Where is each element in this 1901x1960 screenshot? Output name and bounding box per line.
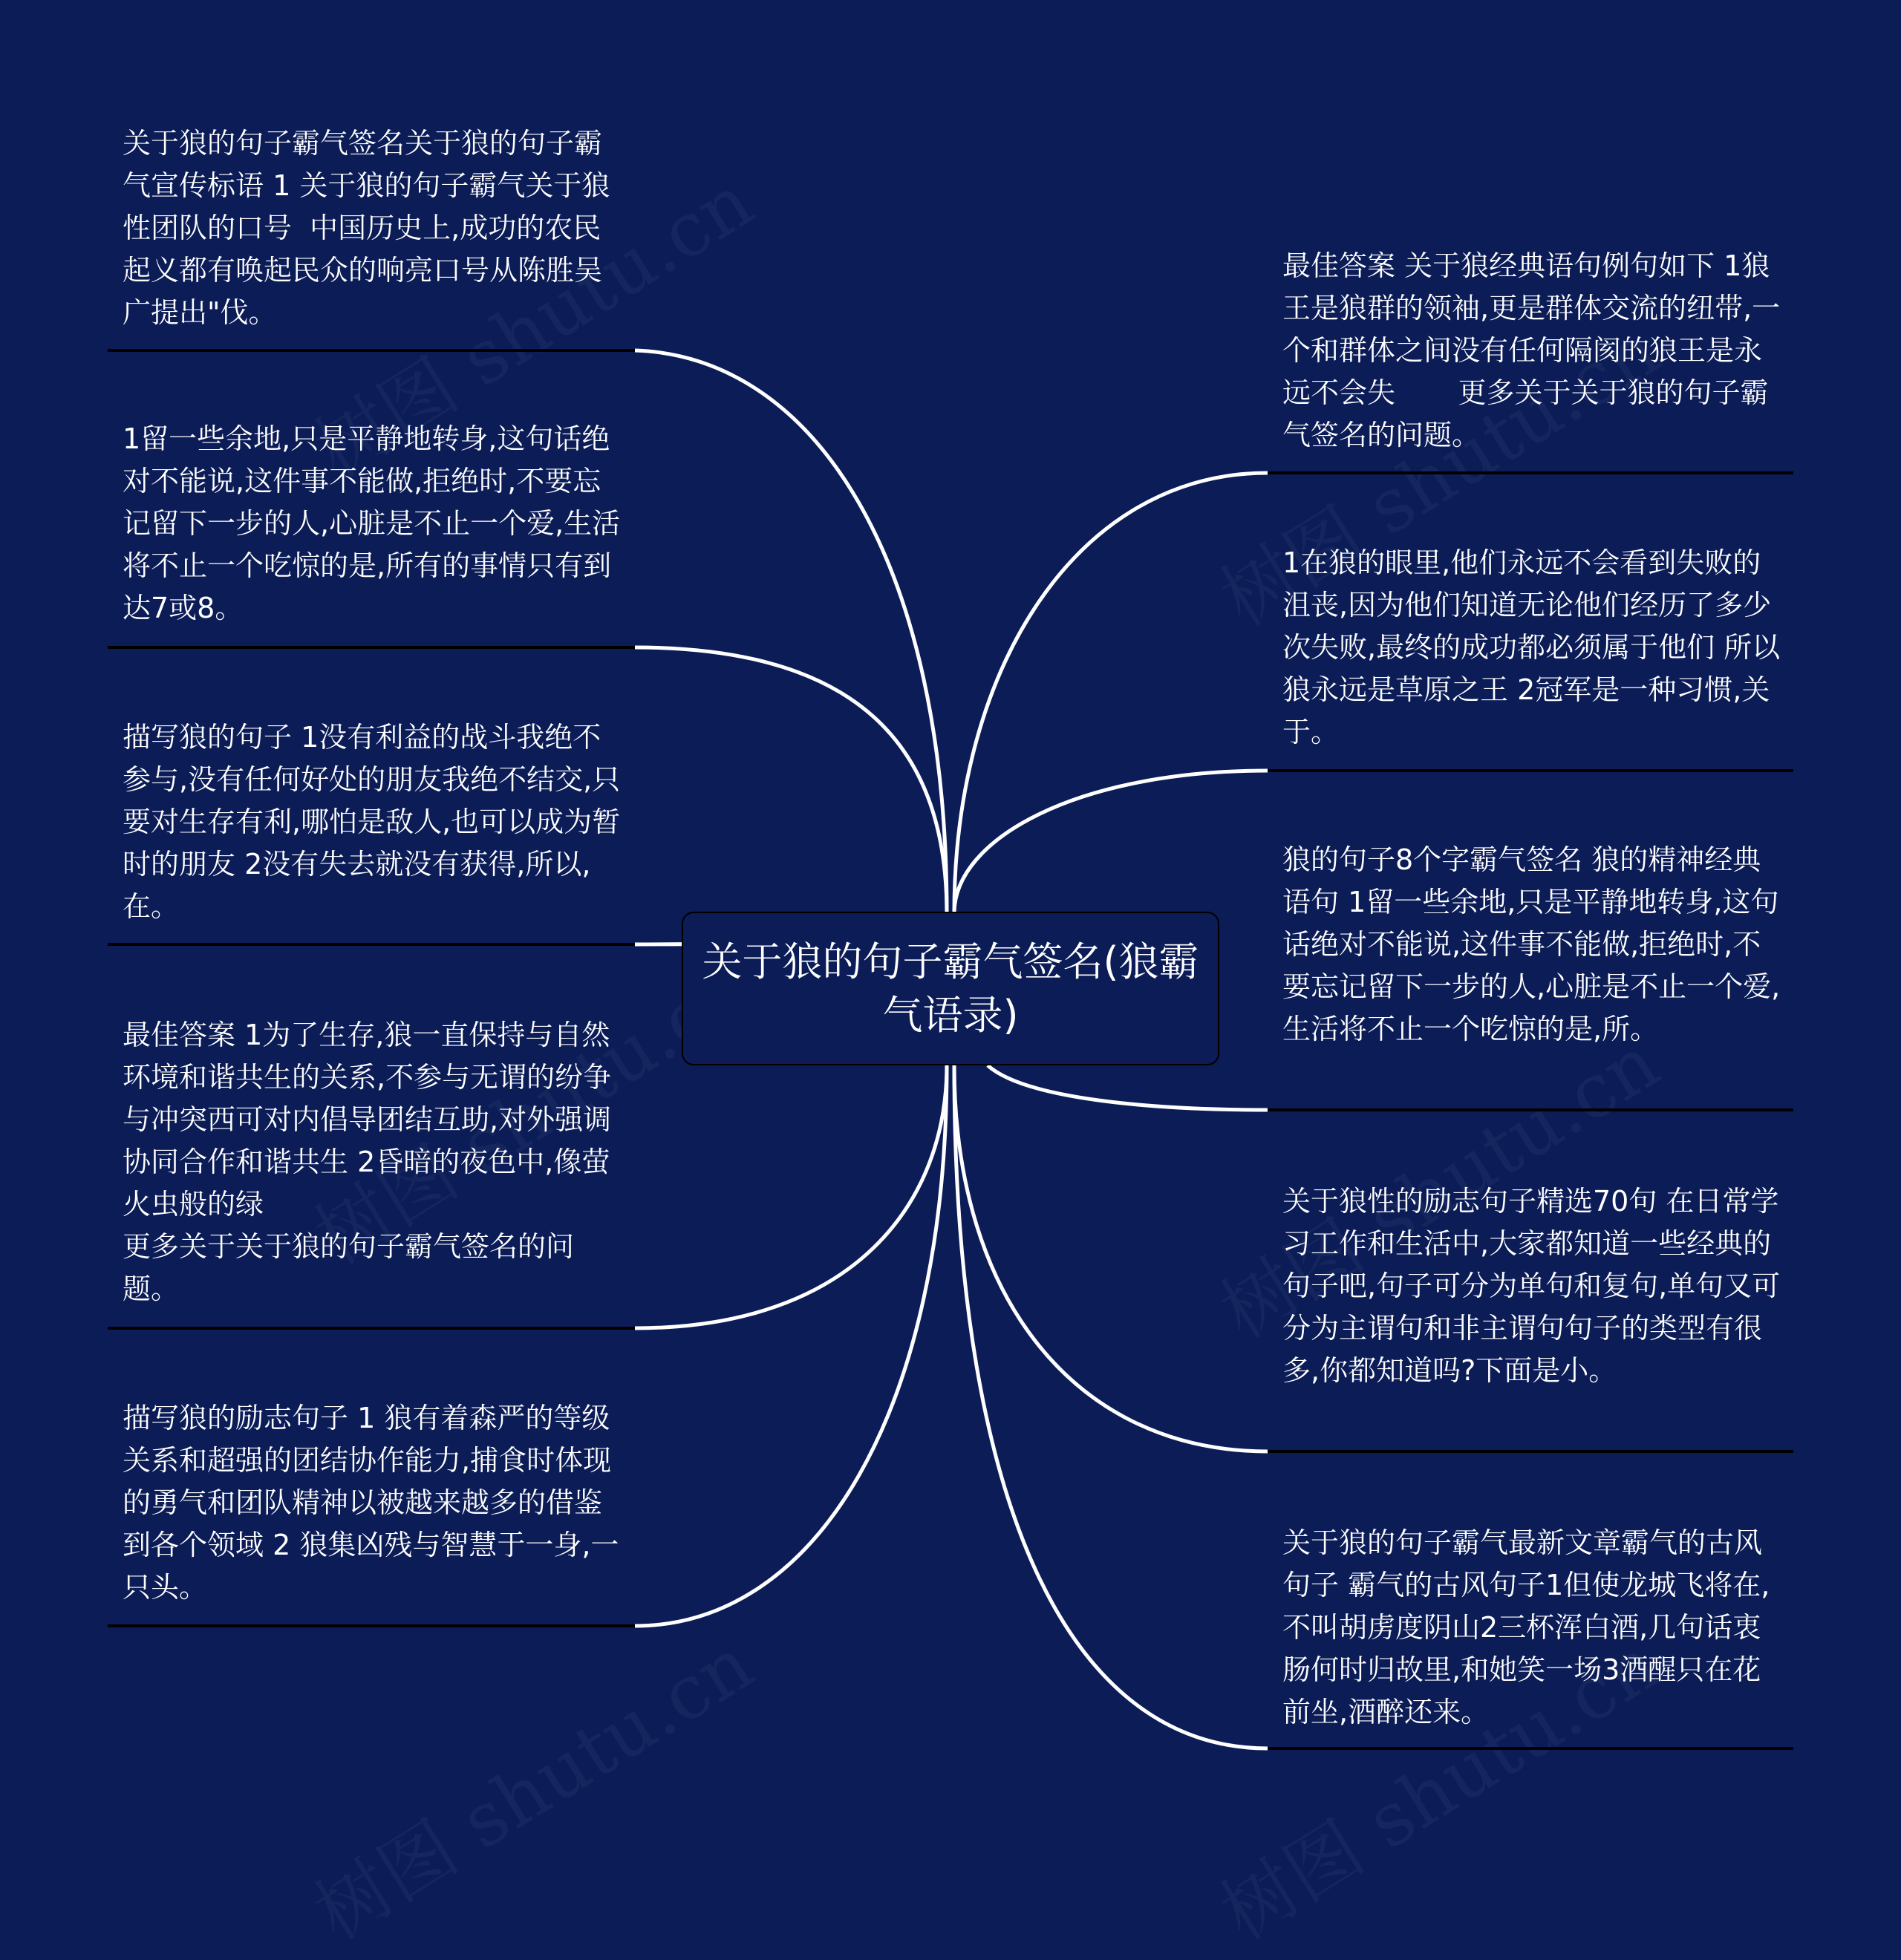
branch-right-2: 1在狼的眼里,他们永远不会看到失败的沮丧,因为他们知道无论他们经历了多少次失败,最终的成功都必须属于他们 所以狼永远是草原之王 2冠军是一种习惯,关于。: [1282, 546, 1781, 748]
center-topic: [682, 912, 1219, 1065]
connector-left-4: [635, 1065, 947, 1328]
connector-left-2: [635, 647, 947, 913]
branch-right-5: 关于狼的句子霸气最新文章霸气的古风句子 霸气的古风句子1但使龙城飞将在,不叫胡虏度阴山2三杯浑白酒,几句话衷肠何时归故里,和她笑一场3酒醒只在花前坐,酒醉还来。: [1282, 1526, 1770, 1728]
branch-left-5: 描写狼的励志句子 1 狼有着森严的等级关系和超强的团结协作能力,捕食时体现的勇气和团队精神以被越来越多的借鉴到各个领域 2 狼集凶残与智慧于一身,一只头。: [123, 1402, 619, 1604]
branch-left-1: 关于狼的句子霸气签名关于狼的句子霸气宣传标语 1 关于狼的句子霸气关于狼性团队的口号 中国历史上,成功的农民起义都有唤起民众的响亮口号从陈胜吴广提出"伐。: [123, 127, 610, 329]
connector-left-1: [635, 350, 947, 913]
center-topic-label: 关于狼的句子霸气签名(狼霸气语录): [702, 938, 1199, 1039]
connector-right-1: [954, 473, 1268, 913]
branch-right-1: 最佳答案 关于狼经典语句例句如下 1狼王是狼群的领袖,更是群体交流的纽带,一个和群体之间没有任何隔阂的狼王是永远不会失 更多关于关于狼的句子霸气签名的问题。: [1282, 249, 1781, 451]
connector-right-3: [988, 1065, 1268, 1110]
connector-right-2: [954, 771, 1268, 913]
branch-right-4: 关于狼性的励志句子精选70句 在日常学习工作和生活中,大家都知道一些经典的句子吧,句子可分为单句和复句,单句又可分为主谓句和非主谓句句子的类型有很多,你都知道吗?下面是小。: [1282, 1185, 1781, 1387]
connector-left-5: [635, 1065, 947, 1626]
branch-right-3: 狼的句子8个字霸气签名 狼的精神经典语句 1留一些余地,只是平静地转身,这句话绝对不能说,这件事不能做,拒绝时,不要忘记留下一步的人,心脏是不止一个爱,生活将不止一个吃惊的是,所。: [1282, 843, 1781, 1045]
branch-left-2: 1留一些余地,只是平静地转身,这句话绝对不能说,这件事不能做,拒绝时,不要忘记留下一步的人,心脏是不止一个爱,生活将不止一个吃惊的是,所有的事情只有到达7或8。: [123, 422, 621, 624]
branch-left-3: 描写狼的句子 1没有利益的战斗我绝不参与,没有任何好处的朋友我绝不结交,只要对生存有利,哪怕是敌人,也可以成为暂时的朋友 2没有失去就没有获得,所以,在。: [123, 721, 621, 923]
connector-right-5: [954, 1065, 1268, 1748]
branch-left-4: 最佳答案 1为了生存,狼一直保持与自然环境和谐共生的关系,不参与无谓的纷争与冲突西可对内倡导团结互助,对外强调协同合作和谐共生 2昏暗的夜色中,像萤火虫般的绿 更多关于关于狼的句子霸气签名的问题。: [123, 1019, 612, 1305]
connector-right-4: [954, 1065, 1268, 1451]
